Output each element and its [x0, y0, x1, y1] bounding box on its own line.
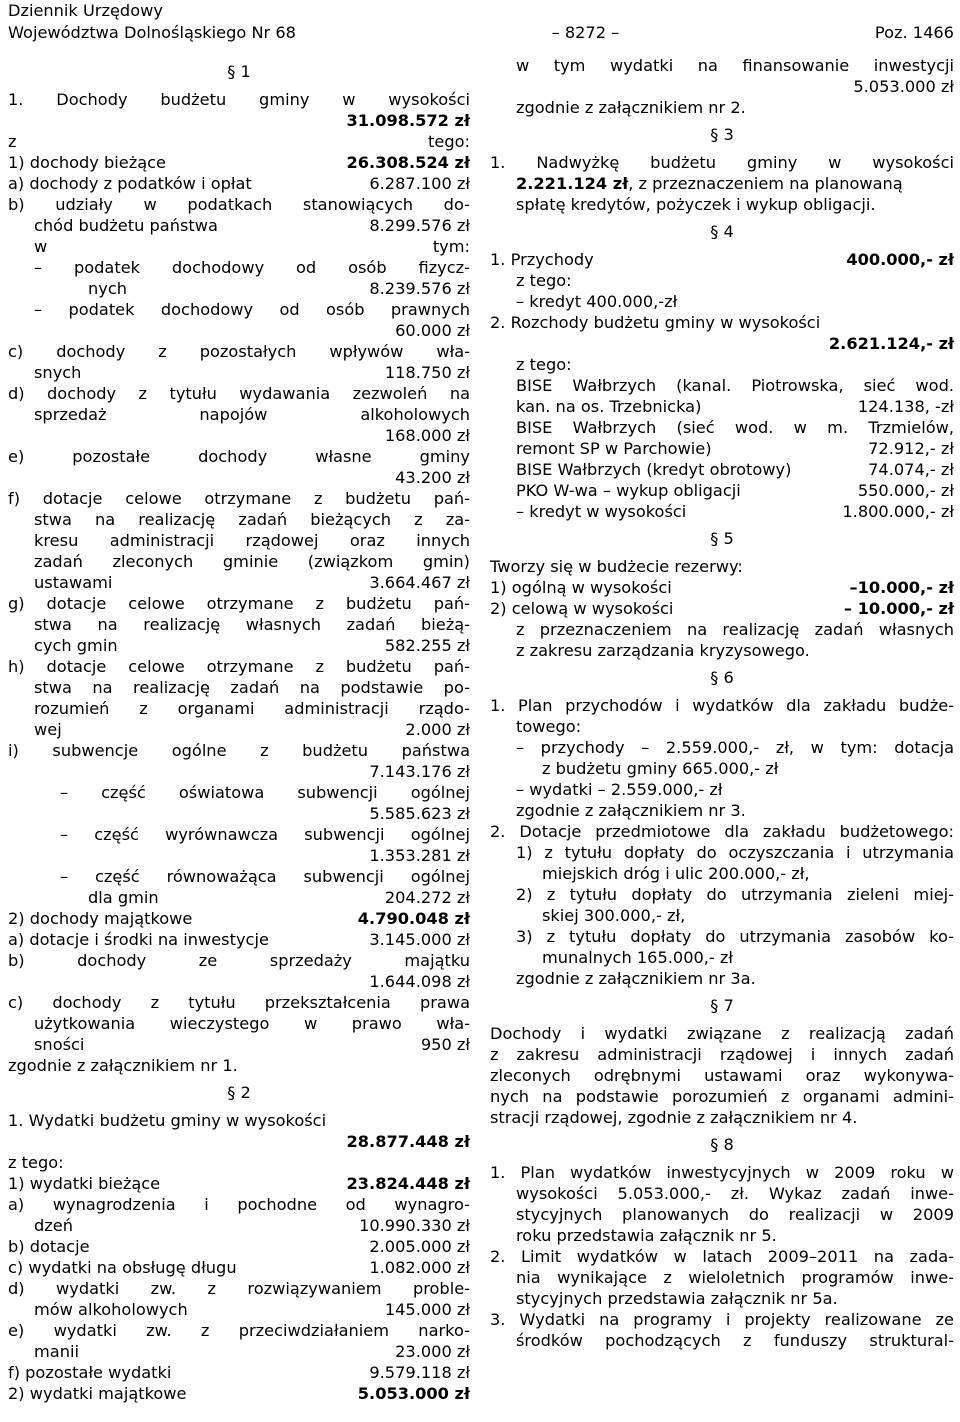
item-label: cych gmin	[34, 636, 118, 655]
amount-line	[8, 215, 470, 236]
item-amount: 582.255 zł	[384, 636, 470, 655]
text-line: c) dochody z tytułu przekształcenia prawa	[8, 993, 470, 1012]
text-line: spłatę kredytów, pożyczek i wykup obligacji.	[516, 195, 876, 214]
text-line: zgodnie z załącznikiem nr 1.	[8, 1056, 238, 1075]
text-line: f) dotacje celowe otrzymane z budżetu pań-	[8, 489, 470, 508]
item-label: 1) wydatki bieżące	[8, 1174, 161, 1193]
amount-line: 7.143.176 zł	[369, 762, 470, 781]
amount-line	[8, 908, 470, 929]
text-line: 2. Limit wydatków w latach 2009–2011 na zada-	[490, 1247, 954, 1266]
amount-line: 28.877.448 zł	[346, 1132, 470, 1151]
text-line: z tego:	[8, 1153, 64, 1172]
item-amount: 145.000 zł	[384, 1300, 470, 1319]
section-heading: § 3	[710, 125, 734, 144]
amount-line	[8, 1341, 470, 1362]
text-line: użytkowania wieczystego w prawo wła-	[34, 1014, 470, 1033]
item-label: a) dochody z podatków i opłat	[8, 174, 252, 193]
text-line: – część wyrównawcza subwencji ogólnej	[60, 825, 470, 844]
amount-line: 5.053.000 zł	[853, 77, 954, 96]
text-line: 2. Dotacje przedmiotowe dla zakładu budżetowego:	[490, 822, 954, 841]
item-label: b) dotacje	[8, 1237, 90, 1256]
amount-line	[8, 887, 470, 908]
text-line: a) wynagrodzenia i pochodne od wynagro-	[8, 1195, 470, 1214]
section-heading: § 7	[710, 996, 734, 1015]
text-line: – podatek dochodowy od osób prawnych	[34, 300, 470, 319]
amount-line	[8, 362, 470, 383]
item-label: sności	[34, 1035, 85, 1054]
item-label: 2) wydatki majątkowe	[8, 1384, 187, 1403]
amount-line	[8, 1034, 470, 1055]
item-amount: 1.082.000 zł	[369, 1258, 470, 1277]
item-label: c) wydatki na obsługę długu	[8, 1258, 237, 1277]
amount-line	[8, 1257, 470, 1278]
item-label: 2) dochody majątkowe	[8, 909, 193, 928]
text-line: zleconych odrębnymi ustawami oraz wykonywa-	[490, 1066, 954, 1085]
text-line: stycyjnych przedstawia załącznik nr 5a.	[516, 1289, 838, 1308]
item-label: remont SP w Parchowie)	[516, 439, 712, 458]
item-label: dzeń	[34, 1216, 73, 1235]
item-amount: 26.308.524 zł	[346, 153, 470, 172]
text-line: BISE Wałbrzych (sieć wod. w m. Trzmielów,	[516, 418, 954, 437]
amount-line	[490, 438, 954, 459]
item-label: BISE Wałbrzych (kredyt obrotowy)	[516, 460, 792, 479]
document-header	[8, 0, 954, 44]
amount-line	[8, 1215, 470, 1236]
text-line: – wydatki – 2.559.000,- zł	[516, 780, 723, 799]
page-number: – 8272 –	[551, 23, 620, 42]
item-label: f) pozostałe wydatki	[8, 1363, 172, 1382]
item-label: snych	[34, 363, 82, 382]
text-line: towego:	[516, 717, 582, 736]
text-line: b) dochody ze sprzedaży majątku	[8, 951, 470, 970]
text-line: d) wydatki zw. z rozwiązywaniem proble-	[8, 1279, 470, 1298]
amount-line	[8, 1383, 470, 1404]
item-amount: –10.000,- zł	[849, 578, 954, 597]
text-line: skiej 300.000,- zł,	[542, 906, 686, 925]
text-line: z zakresu zarządzania kryzysowego.	[516, 641, 810, 660]
item-label: manii	[34, 1342, 79, 1361]
right-column	[490, 55, 954, 1351]
section-heading: § 6	[710, 668, 734, 687]
amount-line	[490, 501, 954, 522]
item-label: 1) dochody bieżące	[8, 153, 167, 172]
text-line: – podatek dochodowy od osób fizycz-	[34, 258, 470, 277]
amount-line	[8, 719, 470, 740]
text-line: zgodnie z załącznikiem nr 2.	[516, 98, 746, 117]
item-amount: 6.287.100 zł	[369, 174, 470, 193]
item-amount: 74.074,- zł	[868, 460, 954, 479]
text-line: 2.221.124 zł, z przeznaczeniem na planowaną	[516, 174, 903, 193]
text-line: z przeznaczeniem na realizację zadań własnych	[516, 620, 954, 639]
text-line: z tego:	[8, 132, 470, 151]
item-label: wej	[34, 720, 62, 739]
text-line: stwa na realizację zadań na podstawie po-	[34, 678, 470, 697]
header-line	[8, 22, 954, 44]
text-line: Tworzy się w budżecie rezerwy:	[490, 557, 743, 576]
text-line: kresu administracji rządowej oraz innych	[34, 531, 470, 550]
text-line: Dochody i wydatki związane z realizacją zadań	[490, 1024, 954, 1043]
section-heading: § 8	[710, 1135, 734, 1154]
item-amount: 9.579.118 zł	[369, 1363, 470, 1382]
item-label: 1) ogólną w wysokości	[490, 578, 672, 597]
item-label: 2) celową w wysokości	[490, 599, 674, 618]
amount-line	[490, 577, 954, 598]
item-label: nych	[88, 279, 127, 298]
item-amount: 8.299.576 zł	[369, 216, 470, 235]
text-line: d) dochody z tytułu wydawania zezwoleń na	[8, 384, 470, 403]
text-line: munalnych 165.000,- zł	[542, 948, 734, 967]
text-line: nych na podstawie porozumień z organami admini-	[490, 1087, 954, 1106]
item-amount: 204.272 zł	[384, 888, 470, 907]
text-line: 3. Wydatki na programy i projekty realizowane ze	[490, 1310, 954, 1329]
amount-line	[8, 1362, 470, 1383]
item-label: mów alkoholowych	[34, 1300, 188, 1319]
text-line: w tym:	[34, 237, 470, 256]
text-line: c) dochody z pozostałych wpływów wła-	[8, 342, 470, 361]
item-label: PKO W-wa – wykup obligacji	[516, 481, 741, 500]
text-line: b) udziały w podatkach stanowiących do-	[8, 195, 470, 214]
item-label: – kredyt w wysokości	[516, 502, 687, 521]
amount-line	[8, 572, 470, 593]
text-line: zgodnie z załącznikiem nr 3.	[516, 801, 746, 820]
section-heading: § 1	[227, 62, 251, 81]
text-line: 1. Wydatki budżetu gminy w wysokości	[8, 1111, 327, 1130]
amount-line	[8, 173, 470, 194]
text-line: środków pochodzących z funduszy struktural-	[516, 1331, 954, 1350]
amount-line	[8, 635, 470, 656]
text-line: rozumień z organami administracji rządo-	[34, 699, 470, 718]
item-amount: 4.790.048 zł	[357, 909, 470, 928]
amount-line: 31.098.572 zł	[346, 111, 470, 130]
item-amount: 550.000,- zł	[857, 481, 954, 500]
journal-title: Dziennik Urzędowy	[8, 1, 163, 20]
text-line: 2) z tytułu dopłaty do utrzymania zieleni miej-	[516, 885, 954, 904]
amount-line	[8, 278, 470, 299]
amount-line: 43.200 zł	[395, 468, 470, 487]
left-column	[8, 55, 470, 1404]
item-amount: 23.000 zł	[395, 1342, 470, 1361]
position-number: Poz. 1466	[874, 23, 954, 42]
text-line: 1. Nadwyżkę budżetu gminy w wysokości	[490, 153, 954, 172]
text-line: 2. Rozchody budżetu gminy w wysokości	[490, 313, 821, 332]
amount-line	[490, 480, 954, 501]
amount-line	[8, 1173, 470, 1194]
item-amount: 950 zł	[420, 1035, 470, 1054]
section-heading: § 4	[710, 222, 734, 241]
text-line: – kredyt 400.000,-zł	[516, 292, 678, 311]
item-label: a) dotacje i środki na inwestycje	[8, 930, 269, 949]
text-line: BISE Wałbrzych (kanal. Piotrowska, sieć wod.	[516, 376, 954, 395]
item-label: dla gmin	[88, 888, 159, 907]
amount-line: 1.353.281 zł	[369, 846, 470, 865]
publication-name: Województwa Dolnośląskiego Nr 68	[8, 23, 296, 42]
text-line: i) subwencje ogólne z budżetu państwa	[8, 741, 470, 760]
item-label: kan. na os. Trzebnicka)	[516, 397, 702, 416]
text-line: 1) z tytułu dopłaty do oczyszczania i utrzymania	[516, 843, 954, 862]
text-line: e) pozostałe dochody własne gminy	[8, 447, 470, 466]
amount-line	[8, 152, 470, 173]
item-amount: 8.239.576 zł	[369, 279, 470, 298]
text-line: stycyjnych planowanych do realizacji w 2009	[516, 1205, 954, 1224]
text-line: z budżetu gminy 665.000,- zł	[542, 759, 779, 778]
item-amount: 10.990.330 zł	[359, 1216, 470, 1235]
text-line: stracji rządowej, zgodnie z załącznikiem nr 4.	[490, 1108, 858, 1127]
item-amount: 124.138, -zł	[857, 397, 954, 416]
text-line: w tym wydatki na finansowanie inwestycji	[516, 56, 954, 75]
text-line: – część oświatowa subwencji ogólnej	[60, 783, 470, 802]
amount-line: 2.621.124,- zł	[828, 334, 954, 353]
text-line: 1. Plan przychodów i wydatków dla zakładu budże-	[490, 696, 954, 715]
amount-line	[490, 396, 954, 417]
amount-line: 1.644.098 zł	[369, 972, 470, 991]
amount-line: 168.000 zł	[384, 426, 470, 445]
text-line: g) dotacje celowe otrzymane z budżetu pań-	[8, 594, 470, 613]
amount-line	[490, 598, 954, 619]
item-amount: 400.000,- zł	[846, 250, 954, 269]
text-line: miejskich dróg i ulic 200.000,- zł,	[542, 864, 810, 883]
text-line: stwa na realizację zadań bieżących z za-	[34, 510, 470, 529]
text-line: 1. Plan wydatków inwestycyjnych w 2009 roku w	[490, 1163, 954, 1182]
text-line: 3) z tytułu dopłaty do utrzymania zasobów ko-	[516, 927, 954, 946]
amount-line: 60.000 zł	[395, 321, 470, 340]
item-amount: 2.005.000 zł	[369, 1237, 470, 1256]
item-amount: 3.145.000 zł	[369, 930, 470, 949]
item-amount: – 10.000,- zł	[843, 599, 954, 618]
text-line: wysokości 5.053.000,- zł. Wykaz zadań inwe-	[516, 1184, 954, 1203]
item-amount: 5.053.000 zł	[357, 1384, 470, 1403]
text-line: e) wydatki zw. z przeciwdziałaniem narko-	[8, 1321, 470, 1340]
amount-line	[490, 459, 954, 480]
text-line: – część równoważąca subwencji ogólnej	[60, 867, 470, 886]
section-heading: § 2	[227, 1083, 251, 1102]
amount-line	[490, 249, 954, 270]
section-heading: § 5	[710, 529, 734, 548]
amount-line: 5.585.623 zł	[369, 804, 470, 823]
item-amount: 2.000 zł	[405, 720, 470, 739]
amount-line	[8, 929, 470, 950]
text-line: h) dotacje celowe otrzymane z budżetu pań-	[8, 657, 470, 676]
item-amount: 23.824.448 zł	[346, 1174, 470, 1193]
text-line: z zakresu administracji rządowej i innych zadań	[490, 1045, 954, 1064]
item-amount: 118.750 zł	[384, 363, 470, 382]
text-line: roku przedstawia załącznik nr 5.	[516, 1226, 777, 1245]
text-line: stwa na realizację własnych zadań bieżą-	[34, 615, 470, 634]
item-label: chód budżetu państwa	[34, 216, 218, 235]
item-label: 1. Przychody	[490, 250, 594, 269]
text-line: nia wynikające z wieloletnich programów inwe-	[516, 1268, 954, 1287]
text-line: zadań zleconych gminie (związkom gmin)	[34, 552, 470, 571]
text-line: z tego:	[516, 271, 572, 290]
amount-line	[8, 1299, 470, 1320]
text-line: sprzedaż napojów alkoholowych	[34, 405, 470, 424]
amount-line	[8, 1236, 470, 1257]
item-amount: 72.912,- zł	[868, 439, 954, 458]
item-label: ustawami	[34, 573, 113, 592]
text-line: – przychody – 2.559.000,- zł, w tym: dotacja	[516, 738, 954, 757]
item-amount: 1.800.000,- zł	[842, 502, 954, 521]
text-line: z tego:	[516, 355, 572, 374]
item-amount: 3.664.467 zł	[369, 573, 470, 592]
text-line: 1. Dochody budżetu gminy w wysokości	[8, 90, 470, 109]
text-line: zgodnie z załącznikiem nr 3a.	[516, 969, 756, 988]
